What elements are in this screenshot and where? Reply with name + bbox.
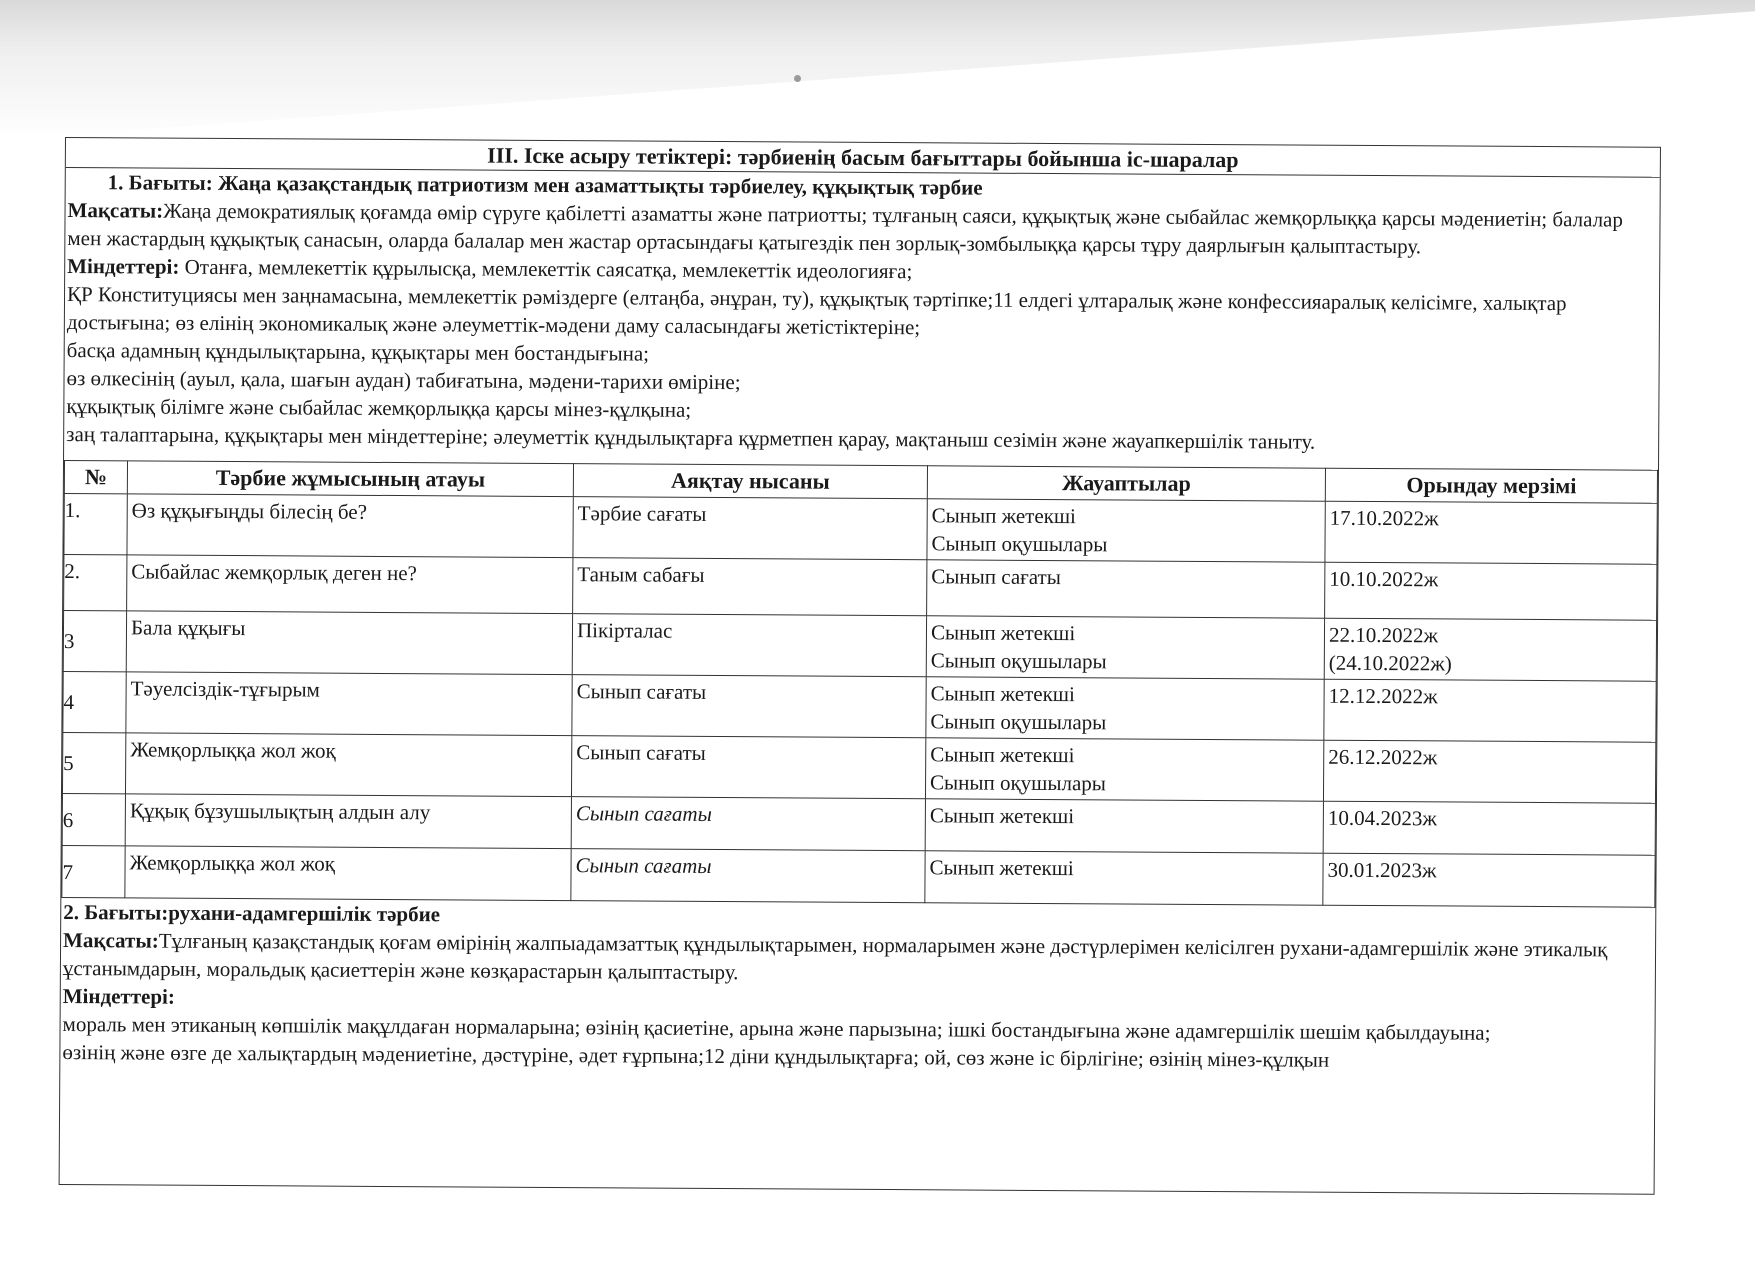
row-form: Сынып сағаты: [571, 736, 925, 799]
row-responsible: [926, 677, 1324, 740]
section-title: III. Іске асыру тетіктері: тәрбиенің басым бағыттары бойынша іс-шаралар: [66, 138, 1660, 178]
table-row: [63, 671, 1656, 742]
row-responsible: [926, 616, 1324, 679]
task-line: мораль мен этиканың көпшілік мақұлдаған нормаларына; өзінің қасиетіне, арына және парызына; ішкі бостандығына және адамгершілік шешім қабылдауына;: [62, 1012, 1491, 1045]
task-line: басқа адамның құндылықтарына, құқықтары мен бостандығына;: [66, 338, 650, 366]
responsible-line: Сынып жетекші: [930, 742, 1075, 768]
direction1-heading: 1. Бағыты: Жаңа қазақстандық патриотизм мен азаматтықты тәрбиелеу, құқықтық тәрбие: [107, 170, 983, 200]
scan-dot: [794, 75, 801, 82]
row-responsible: [925, 851, 1323, 905]
direction2-block: [60, 898, 1655, 1076]
responsible-line: Сынып жетекші: [930, 620, 1076, 646]
date-line: 12.12.2022ж: [1328, 683, 1438, 709]
header-date: Орындау мерзімі: [1325, 468, 1657, 503]
header-form: Аяқтау нысаны: [573, 464, 927, 499]
tasks-first: Отанға, мемлекеттік құрылысқа, мемлекеттік саясатқа, мемлекеттік идеологияға;: [179, 254, 913, 284]
row-responsible: [927, 499, 1325, 562]
responsible-line: Сынып жетекші: [931, 503, 1076, 529]
row-title: Құқық бұзушылықтың алдын алу: [125, 794, 571, 849]
row-title: Тәуелсіздік-тұғырым: [126, 672, 572, 736]
row-responsible: [925, 738, 1323, 801]
goal-text: Жаңа демократиялық қоғамда өмір сүруге қабілетті азаматты және патриотты; тұлғаның саяси, құқықтық және сыбайлас жемқорлыққа қарсы мәдениетін; балалар мен жастардың құқықтық санасын, оларда балалар мен жастар ортасындағы қатыгездік пен зорлық-зомбылыққа қарсы тұру даярлығын қалыптастыру.: [67, 198, 1623, 259]
row-form: Сынып сағаты: [571, 797, 925, 851]
row-num: 7: [62, 845, 125, 897]
responsible-line: Сынып жетекші: [929, 803, 1075, 829]
row-num: 4: [63, 671, 126, 732]
responsible-line: Сынып жетекші: [929, 855, 1074, 881]
row-date: [1323, 853, 1655, 907]
row-num: 6: [62, 793, 125, 845]
goal-text: Тұлғаның қазақстандық қоғам өмірінің жалпыадамзаттық құндылықтарымен, нормаларымен және дәстүрлерімен келісілген рухани-адамгершілік және этикалық ұстанымдарын, моральдық қасиеттерін және көзқарастарын қалыптастыру.: [62, 928, 1608, 985]
row-responsible: [925, 799, 1323, 853]
row-responsible: [927, 560, 1325, 618]
row-form: Пікірталас: [572, 614, 926, 677]
row-title: Сыбайлас жемқорлық деген не?: [127, 555, 573, 614]
header-responsible: Жауаптылар: [927, 466, 1325, 501]
row-num: 5: [62, 732, 125, 793]
row-title: Жемқорлыққа жол жоқ: [125, 846, 571, 901]
activities-table: [61, 460, 1658, 908]
direction2-tasks-label: Міндеттері:: [62, 984, 175, 1009]
date-line: 26.12.2022ж: [1328, 744, 1438, 770]
row-num: 3: [63, 611, 126, 672]
row-title: Өз құқығыңды білесің бе?: [127, 494, 573, 558]
task-line: өзінің және өзге де халықтардың мәдениетіне, дәстүріне, әдет ғұрпына;12 діни құндылықтарға; ой, сөз және іс бірлігіне; өзінің мінез-құлқын: [62, 1040, 1330, 1072]
task-line: ҚР Конституциясы мен заңнамасына, мемлекеттік рәміздерге (елтаңба, әнұран, ту), құқықтық тәртіпке;11 елдегі ұлтаралық және конфессияаралық келісімге, халықтар достығына; өз елінің экономикалық және әлеуметтік-мәдени даму саласындағы жетістіктеріне;: [66, 282, 1567, 340]
direction2-heading: 2. Бағыты:рухани-адамгершілік тәрбие: [63, 900, 441, 927]
date-line: 10.04.2023ж: [1327, 805, 1437, 831]
scan-shadow: [0, 0, 1755, 140]
row-title: Жемқорлыққа жол жоқ: [125, 733, 571, 797]
date-line: 30.01.2023ж: [1327, 857, 1437, 883]
task-line: заң талаптарына, құқықтары мен міндеттеріне; әлеуметтік құндылықтарға құрметпен қарау, мақтаныш сезімін және жауапкершілік таныту.: [66, 422, 1316, 454]
row-date: [1325, 501, 1657, 564]
responsible-line: Сынып оқушылары: [930, 709, 1107, 735]
goal-label: Мақсаты:: [67, 198, 164, 223]
row-form: Тәрбие сағаты: [573, 497, 927, 560]
responsible-line: Сынып оқушылары: [930, 770, 1107, 796]
date-line: 17.10.2022ж: [1329, 505, 1439, 531]
task-line: құқықтық білімге және сыбайлас жемқорлыққа қарсы мінез-құлқына;: [66, 394, 692, 422]
date-line: 22.10.2022ж: [1328, 622, 1439, 648]
header-num: №: [64, 461, 127, 494]
table-row: [64, 494, 1657, 565]
row-num: 2.: [64, 555, 127, 611]
responsible-line: Сынып сағаты: [931, 564, 1061, 590]
row-form: Сынып сағаты: [572, 675, 926, 738]
row-date: [1325, 562, 1657, 620]
table-row: [64, 555, 1657, 621]
table-row: [62, 845, 1655, 907]
responsible-line: Сынып оқушылары: [930, 648, 1107, 674]
direction1-goal: [67, 196, 1657, 262]
row-form: Таным сабағы: [573, 558, 927, 616]
responsible-line: Сынып жетекші: [930, 681, 1075, 707]
task-line: өз өлкесінің (ауыл, қала, шағын аудан) табиғатына, мәдени-тарихи өміріне;: [66, 366, 741, 395]
table-row: [63, 611, 1656, 682]
row-date: [1323, 740, 1655, 803]
direction2-goal: [63, 926, 1653, 992]
document-frame: [59, 137, 1661, 1195]
header-title: Тәрбие жұмысының атауы: [127, 461, 573, 497]
table-row: [62, 732, 1655, 803]
row-date: [1323, 801, 1655, 855]
tasks-label: Міндеттері:: [67, 254, 180, 279]
goal-label: Мақсаты:: [63, 928, 159, 953]
responsible-line: Сынып оқушылары: [931, 531, 1108, 557]
row-title: Бала құқығы: [126, 611, 572, 675]
date-line: 10.10.2022ж: [1329, 566, 1439, 592]
row-num: 1.: [64, 494, 127, 555]
row-date: [1324, 618, 1656, 681]
table-row: [62, 793, 1655, 855]
row-form: Сынып сағаты: [571, 849, 925, 903]
date-line: (24.10.2022ж): [1328, 650, 1452, 676]
direction1-block: [64, 168, 1660, 458]
row-date: [1324, 679, 1656, 742]
